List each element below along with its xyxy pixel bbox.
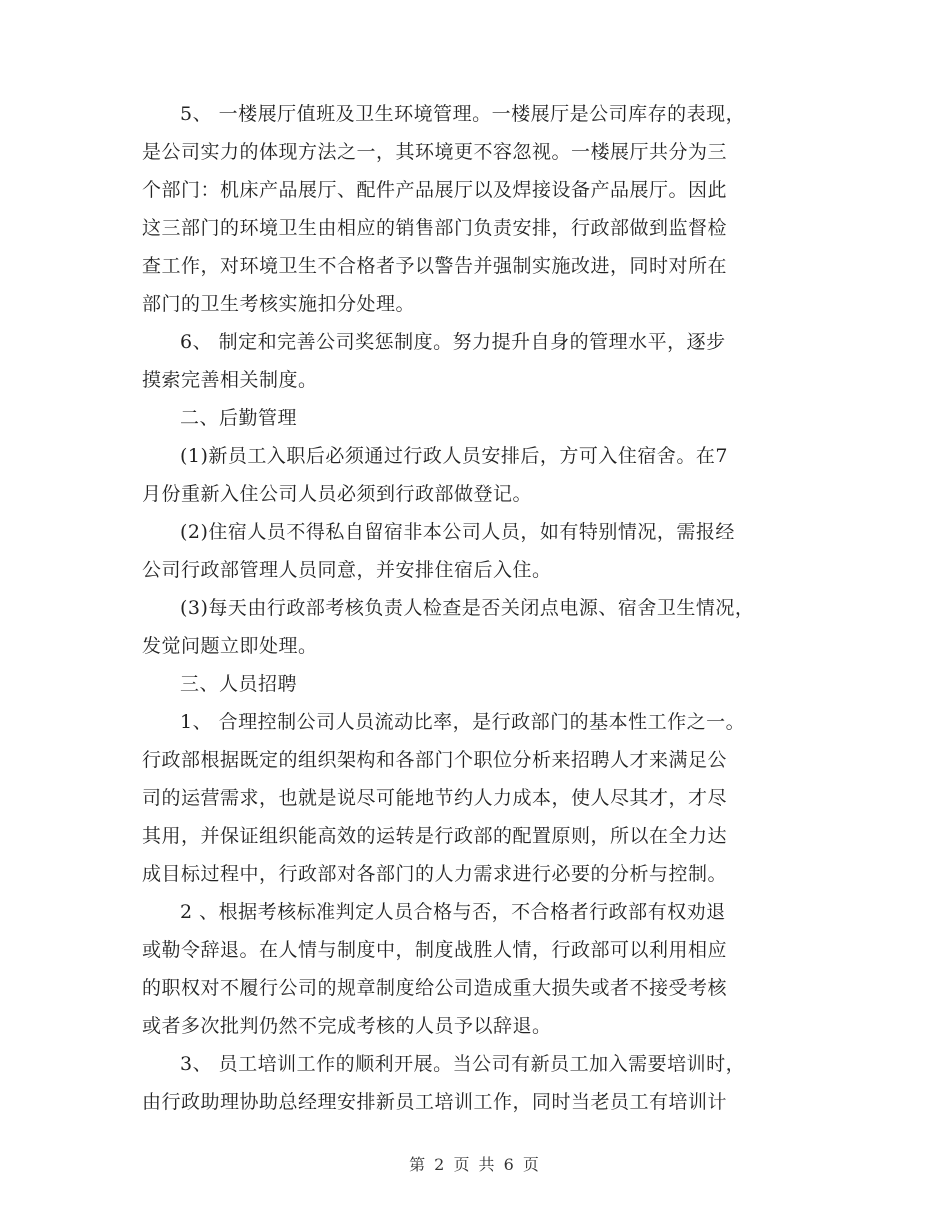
paragraph-line: (1)新员工入职后必须通过行政人员安排后，方可入住宿舍。在7 <box>180 445 729 467</box>
paragraph-line: 摸索完善相关制度。 <box>142 369 318 391</box>
paragraph-line: 查工作，对环境卫生不合格者予以警告并强制实施改进，同时对所在 <box>142 255 728 277</box>
paragraph-line: 月份重新入住公司人员必须到行政部做登记。 <box>142 483 533 505</box>
section-heading: 二、后勤管理 <box>180 407 298 429</box>
paragraph-line: 发觉问题立即处理。 <box>142 635 318 657</box>
paragraph-line: 公司行政部管理人员同意，并安排住宿后入住。 <box>142 559 552 581</box>
paragraph-line: 的职权对不履行公司的规章制度给公司造成重大损失或者不接受考核 <box>142 977 728 999</box>
paragraph-line: 这三部门的环境卫生由相应的销售部门负责安排，行政部做到监督检 <box>142 217 728 239</box>
paragraph-line: 个部门：机床产品展厅、配件产品展厅以及焊接设备产品展厅。因此 <box>142 179 728 201</box>
document-body <box>142 100 812 1126</box>
paragraph-line: 1、 合理控制公司人员流动比率，是行政部门的基本性工作之一。 <box>180 711 746 733</box>
paragraph-line: 或勒令辞退。在人情与制度中，制度战胜人情，行政部可以利用相应 <box>142 939 728 961</box>
paragraph-line: 3、 员工培训工作的顺利开展。当公司有新员工加入需要培训时， <box>180 1053 746 1075</box>
paragraph-line: (3)每天由行政部考核负责人检查是否关闭点电源、宿舍卫生情况， <box>180 597 755 619</box>
paragraph-line: 行政部根据既定的组织架构和各部门个职位分析来招聘人才来满足公 <box>142 749 728 771</box>
paragraph-line: 或者多次批判仍然不完成考核的人员予以辞退。 <box>142 1015 552 1037</box>
paragraph-line: 部门的卫生考核实施扣分处理。 <box>142 293 416 315</box>
section-heading: 三、人员招聘 <box>180 673 298 695</box>
paragraph-line: 司的运营需求，也就是说尽可能地节约人力成本，使人尽其才，才尽 <box>142 787 728 809</box>
paragraph-line: 成目标过程中，行政部对各部门的人力需求进行必要的分析与控制。 <box>142 863 728 885</box>
paragraph-line: 是公司实力的体现方法之一，其环境更不容忽视。一楼展厅共分为三 <box>142 141 728 163</box>
paragraph-line: 由行政助理协助总经理安排新员工培训工作，同时当老员工有培训计 <box>142 1091 728 1113</box>
paragraph-line: 6、 制定和完善公司奖惩制度。努力提升自身的管理水平，逐步 <box>180 331 726 353</box>
paragraph-line: 其用，并保证组织能高效的运转是行政部的配置原则，所以在全力达 <box>142 825 728 847</box>
paragraph-line: (2)住宿人员不得私自留宿非本公司人员，如有特别情况，需报经 <box>180 521 735 543</box>
paragraph-line: 2 、根据考核标准判定人员合格与否，不合格者行政部有权劝退 <box>180 901 726 923</box>
paragraph-line: 5、 一楼展厅值班及卫生环境管理。一楼展厅是公司库存的表现， <box>180 103 746 125</box>
page-footer: 第 2 页 共 6 页 <box>409 1155 541 1174</box>
